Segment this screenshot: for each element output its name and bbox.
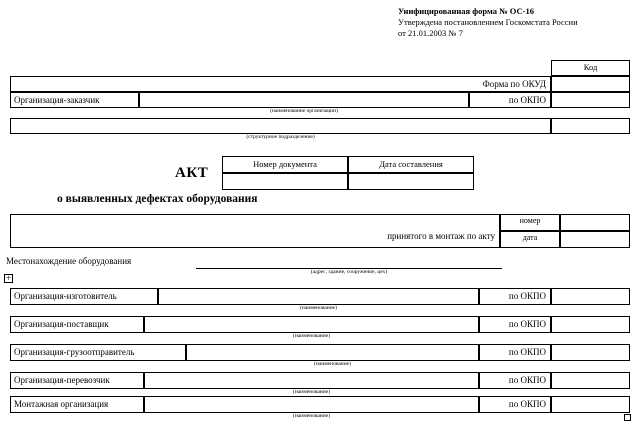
doc-number-header-cell [222,156,348,173]
org-row-3-label: Организация-перевозчик [14,375,110,385]
org-row-4-hint: (наименование) [293,413,330,419]
okpo-value-cell[interactable] [551,92,630,108]
doc-date-header-cell [348,156,474,173]
org-row-1-label: Организация-поставщик [14,319,109,329]
accepted-date-label: дата [522,233,538,242]
customer-name-hint: (наименование организации) [270,108,338,114]
org-row-1-okpo-label: по ОКПО [508,319,546,329]
resize-handle-icon[interactable] [624,414,631,421]
accepted-number-label: номер [519,216,541,225]
org-row-3-okpo-label: по ОКПО [508,375,546,385]
location-label: Местонахождение оборудования [6,256,132,266]
accepted-date-label-cell [500,231,560,248]
org-row-3-name-input[interactable] [144,372,479,389]
org-row-0-label-cell [10,288,158,305]
org-row-4-okpo-label: по ОКПО [508,399,546,409]
org-row-4-label: Монтажная организация [14,399,109,409]
org-row-4-name-input[interactable] [144,396,479,413]
form-approval-line1: Утверждена постановлением Госкомстата России [398,17,578,27]
org-row-1-okpo-label-cell [479,316,551,333]
org-row-1-hint: (наименование) [293,333,330,339]
okpo-label: по ОКПО [508,95,546,105]
act-title: АКТ [175,165,209,181]
form-code-title: Унифицированная форма № ОС-16 [398,6,534,16]
subdivision-input[interactable] [10,118,551,134]
accepted-label-cell [10,214,500,248]
customer-label: Организация-заказчик [14,95,100,105]
doc-date-header-label: Дата составления [379,159,443,169]
customer-label-cell [10,92,139,108]
org-row-1-okpo-input[interactable] [551,316,630,333]
org-row-2-okpo-label-cell [479,344,551,361]
doc-number-input[interactable] [222,173,348,190]
org-row-2-label: Организация-грузоотправитель [14,347,135,357]
org-row-0-okpo-label: по ОКПО [508,291,546,301]
okpo-label-cell [469,92,551,108]
org-row-4-okpo-input[interactable] [551,396,630,413]
org-row-3-okpo-label-cell [479,372,551,389]
org-row-4-okpo-label-cell [479,396,551,413]
org-row-2-label-cell [10,344,186,361]
org-row-3-label-cell [10,372,144,389]
org-row-0-okpo-input[interactable] [551,288,630,305]
code-header-cell [551,60,630,76]
org-row-0-hint: (наименование) [300,305,337,311]
accepted-date-input[interactable] [560,231,630,248]
org-row-0-name-input[interactable] [158,288,479,305]
act-subtitle: о выявленных дефектах оборудования [57,193,258,205]
org-row-1-name-input[interactable] [144,316,479,333]
org-row-0-label: Организация-изготовитель [14,291,117,301]
org-row-3-okpo-input[interactable] [551,372,630,389]
org-row-2-okpo-input[interactable] [551,344,630,361]
org-row-4-label-cell [10,396,144,413]
org-row-1-label-cell [10,316,144,333]
doc-number-header-label: Номер документа [253,159,317,169]
location-hint: (адрес, здание, сооружение, цех) [310,269,388,275]
accepted-label: принятого в монтаж по акту [387,231,495,241]
doc-date-input[interactable] [348,173,474,190]
okud-label: Форма по ОКУД [482,79,546,89]
accepted-number-input[interactable] [560,214,630,231]
subdivision-hint: (структурное подразделение) [246,134,315,140]
org-row-3-hint: (наименование) [293,389,330,395]
okud-value-cell[interactable] [551,76,630,92]
okud-label-cell [10,76,551,92]
form-header [398,6,630,39]
org-row-2-hint: (наименование) [314,361,351,367]
org-row-2-okpo-label: по ОКПО [508,347,546,357]
org-row-0-okpo-label-cell [479,288,551,305]
accepted-number-label-cell [500,214,560,231]
customer-name-input[interactable] [139,92,469,108]
org-row-2-name-input[interactable] [186,344,479,361]
subdivision-code-cell[interactable] [551,118,630,134]
code-header-label: Код [583,62,598,72]
form-approval-line2: от 21.01.2003 № 7 [398,28,463,38]
plus-icon[interactable] [4,274,13,283]
